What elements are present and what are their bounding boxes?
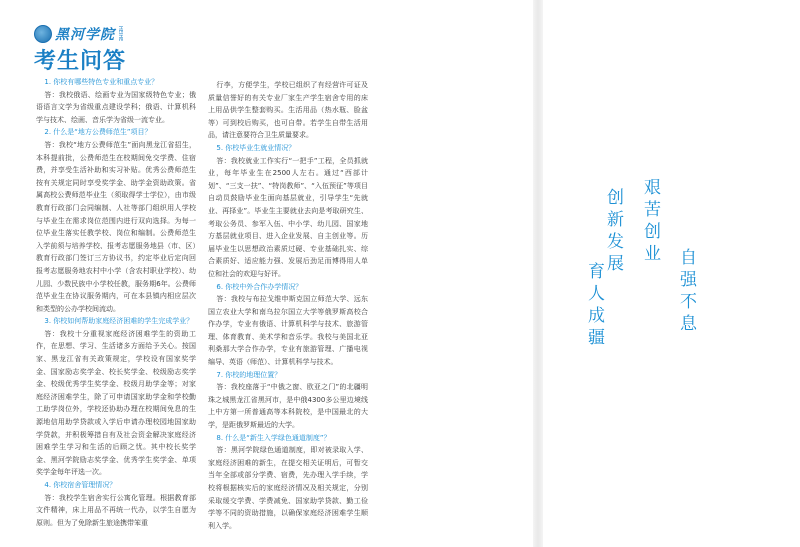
right-column [208, 79, 368, 532]
answer-paragraph: 答：我校俄语、绘画专业为国家级特色专业；俄语语言文学为省级重点建设学科；俄语、计算机科学与技术、绘画、音乐学为省级一流专业。 [36, 90, 196, 124]
page-fold [533, 0, 543, 547]
answer-paragraph: 答：我校“地方公费师范生”面向黑龙江省招生，本科提前批，公费师范生在校期间免交学费、住宿费，并享受生活补助和实习补贴。优秀公费师范生按有关规定同时享受奖学金、助学金资助政策。省属高校公费师范毕业生（须取得学士学位），由市级教育行政部门会同编制、人社等部门组织用人学校与毕业生在需求岗位范围内进行双向选择。为每一位毕业生落实任教学校、岗位和编制。公费师范生入学前须与培养学校、报考志愿服务地县（市、区）教育行政部门签订三方协议书，约定毕业后定向回报考志愿服务地农村中小学（含农村职业学校）、幼儿园、少数民族中小学校任教，服务期6年。公费师范毕业生在协议服务期内，可在本县镇内相应层次和类型的公办学校间流动。 [36, 140, 196, 313]
answer-paragraph: 答：我校学生宿舍实行公寓化管理。根据教育部文件精神，床上用品不再统一代办，以学生自愿为原则。但为了免除新生旅途携带笨重 [36, 493, 196, 527]
page-title: 考生问答 [34, 49, 127, 74]
question-heading: 8. 什么是“新生入学绿色通道制度”？ [216, 433, 331, 442]
slogan-1: 艰苦创业 [640, 178, 660, 266]
slogan-2: 自强不息 [676, 248, 696, 336]
school-name: 黑河学院 [55, 27, 115, 43]
left-column [36, 76, 196, 529]
school-logo [34, 24, 122, 44]
answer-paragraph: 答：我校十分重视家庭经济困难学生的资助工作，在思想、学习、生活诸多方面给予关心。按国家、黑龙江省有关政策规定，学校设有国家奖学金、国家励志奖学金、校长奖学金、校级励志奖学金、校级优秀学生奖学金、校级月助学金等；对家庭经济困难学生，除了可申请国家助学金和学校勤工助学岗位外，学校还协助办理在校期间免息的生源地信用助学贷款或入学后申请办理校园地国家助学贷款，并积极筹措自有及社会资金解决家庭经济困难学生学习和生活的后顾之忧。其中校长奖学金、黑河学院励志奖学金、优秀学生奖学金、单项奖学金每年评选一次。 [36, 329, 196, 477]
question-heading: 2. 什么是“地方公费师范生”项目？ [44, 128, 152, 137]
question-heading: 1. 你校有哪些特色专业和重点专业？ [44, 78, 159, 86]
question-heading: 7. 你校的地理位置？ [216, 370, 282, 379]
slogan-4: 育人成疆 [584, 262, 604, 350]
question-heading: 3. 你校如何帮助家庭经济困难的学生完成学业？ [44, 317, 194, 326]
answer-paragraph: 答：我校与布拉戈维申斯克国立师范大学、远东国立农业大学和南乌拉尔国立大学等俄罗斯高校合作办学，专业有俄语、计算机科学与技术、旅游管理、体育教育、美术学和音乐学。我校与美国北亚利桑那大学合作办学，专业有旅游管理、广播电视编导、英语（师范）、计算机科学与技术。 [208, 295, 368, 367]
answer-paragraph: 答：黑河学院绿色通道制度，即对被录取入学、家庭经济困难的新生，在提交相关证明后，可暂交当年全部或部分学费、宿费，先办理入学手续，学校将根据核实后的家庭经济情况及相关规定，分别采取缓交学费、学费减免、国家助学贷款、勤工俭学等不同的资助措施，以确保家庭经济困难学生顺利入学。 [208, 446, 368, 530]
question-heading: 5. 你校毕业生就业情况？ [216, 143, 296, 152]
slogan-3: 创新发展 [603, 188, 623, 276]
answer-paragraph: 答：我校座落于“中俄之窗、欧亚之门”的北疆明珠之城黑龙江省黑河市，是中俄4300多公里边境线上中方第一所普通高等本科院校，是中国最北的大学，是距俄罗斯最近的大学。 [208, 383, 368, 430]
answer-paragraph: 答：我校就业工作实行“一把手”工程，全员抓就业，每年毕业生在2500人左右。通过“西部计划”、“三支一扶”、“特岗教师”、“入伍预征”等项目自动员鼓励毕业生面向基层就业，引导学生“先就业、再择业”。毕业生主要就业去向是考取研究生、考取公务员、参军入伍、中小学、幼儿园、国家地方基层就业项目、进入企业发展、自主创业等。历届毕业生以思想政治素质过硬、专业基础扎实、综合素质好、适应能力强、发展后劲足而博得用人单位和社会的欢迎与好评。 [208, 156, 368, 278]
school-name-small: HEIHE [117, 26, 123, 42]
answer-paragraph: 行李，方便学生，学校已组织了有经营许可证及质量信誉好的有关专业厂家生产学生宿舍专用的床上用品供学生整套购买。生活用品（热水瓶、脸盆等）可到校后购买，也可自带。若学生自带生活用品，请注意要符合卫生质量要求。 [208, 81, 368, 140]
school-emblem-icon [34, 25, 52, 43]
question-heading: 4. 你校宿舍管理情况？ [44, 481, 117, 489]
question-heading: 6. 你校中外合作办学情况？ [216, 282, 303, 291]
